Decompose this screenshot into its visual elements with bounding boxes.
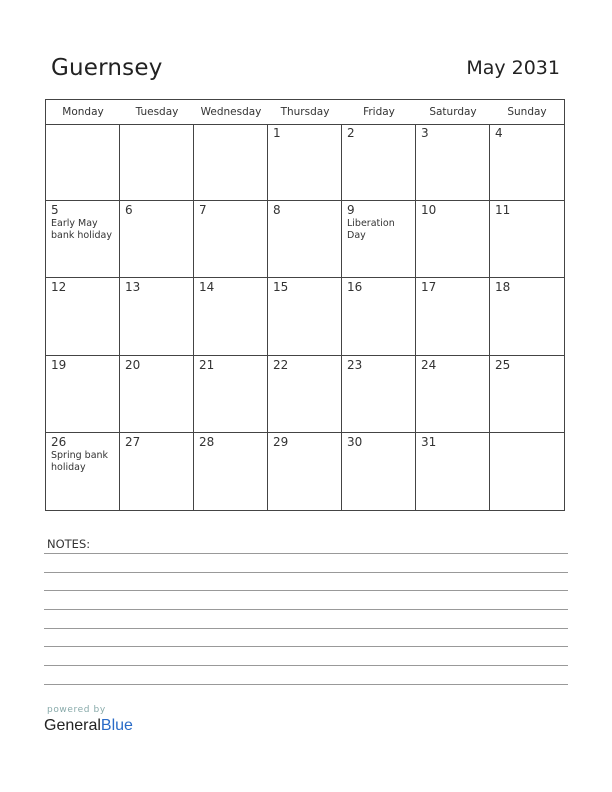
day-number: 12: [51, 280, 67, 295]
day-cell: [268, 433, 342, 510]
day-number: 27: [125, 434, 141, 449]
day-number: 6: [125, 203, 133, 218]
day-number: 23: [347, 357, 363, 372]
day-cell: [416, 124, 490, 201]
day-number: 25: [495, 357, 511, 372]
day-cell: [342, 356, 416, 433]
day-number: 14: [199, 280, 215, 295]
day-number: 10: [421, 203, 437, 218]
day-cell: [120, 201, 194, 278]
notes-line: [44, 590, 568, 591]
generalblue-logo[interactable]: [44, 717, 133, 735]
logo-blue-text: Blue: [100, 717, 133, 734]
day-number: 19: [51, 357, 67, 372]
notes-line: [44, 572, 568, 573]
day-cell: [342, 433, 416, 510]
day-cell: [268, 356, 342, 433]
day-number: 9: [347, 203, 355, 218]
day-cell: [194, 356, 268, 433]
day-cell: [490, 433, 564, 510]
day-cell: [194, 124, 268, 201]
day-number: 24: [421, 357, 437, 372]
day-cell: [46, 433, 120, 510]
weekday-header: Wednesday: [200, 106, 262, 118]
notes-line: [44, 609, 568, 610]
weekday-header: Friday: [363, 106, 395, 118]
day-number: 18: [495, 280, 511, 295]
day-number: 28: [199, 434, 215, 449]
day-cell: [46, 124, 120, 201]
day-number: 30: [347, 434, 363, 449]
day-number: 31: [421, 434, 437, 449]
day-cell: [416, 433, 490, 510]
day-number: 5: [51, 203, 59, 218]
day-number: 22: [273, 357, 289, 372]
day-cell: [46, 278, 120, 355]
day-cell: [268, 201, 342, 278]
day-cell: [416, 278, 490, 355]
day-number: 4: [495, 126, 503, 140]
day-number: 3: [421, 126, 429, 140]
day-cell: [46, 356, 120, 433]
day-cell: [120, 356, 194, 433]
day-cell: [490, 201, 564, 278]
day-cell: [490, 124, 564, 201]
day-cell: [46, 201, 120, 278]
day-number: 20: [125, 357, 141, 372]
day-cell: [490, 278, 564, 355]
weekday-header-row: [46, 100, 564, 125]
weekday-header: Thursday: [280, 106, 330, 118]
day-number: 17: [421, 280, 437, 295]
day-number: 21: [199, 357, 215, 372]
day-cell: [268, 278, 342, 355]
day-number: 8: [273, 203, 281, 218]
day-number: 11: [495, 203, 511, 218]
logo-general-text: General: [44, 717, 101, 734]
day-cell: [416, 201, 490, 278]
holiday-label: Spring bank holiday: [51, 449, 109, 473]
day-number: 7: [199, 203, 207, 218]
day-cell: [120, 278, 194, 355]
notes-line: [44, 553, 568, 554]
day-cell: [194, 278, 268, 355]
day-number: 15: [273, 280, 289, 295]
day-cell: [120, 433, 194, 510]
day-number: 26: [51, 434, 67, 449]
day-number: 13: [125, 280, 141, 295]
calendar-month-title: May 2031: [466, 57, 560, 79]
day-cell: [342, 278, 416, 355]
weekday-header: Tuesday: [135, 106, 179, 118]
day-cell: [268, 124, 342, 201]
day-cells: [46, 124, 564, 510]
weekday-header: Sunday: [507, 106, 547, 118]
day-number: 16: [347, 280, 363, 295]
holiday-label: Liberation Day: [347, 218, 395, 242]
powered-by-text: powered by: [47, 705, 106, 715]
weekday-header: Monday: [62, 106, 104, 118]
notes-line: [44, 646, 568, 647]
day-cell: [194, 201, 268, 278]
notes-line: [44, 665, 568, 666]
notes-line: [44, 684, 568, 685]
day-cell: [490, 356, 564, 433]
day-cell: [342, 124, 416, 201]
day-cell: [416, 356, 490, 433]
day-number: 2: [347, 126, 355, 140]
calendar-grid: [45, 99, 565, 511]
day-cell: [194, 433, 268, 510]
day-number: 1: [273, 126, 281, 140]
calendar-region-title: Guernsey: [51, 55, 163, 81]
day-number: 29: [273, 434, 289, 449]
day-cell: [120, 124, 194, 201]
notes-line: [44, 628, 568, 629]
weekday-header: Saturday: [429, 106, 477, 118]
day-cell: [342, 201, 416, 278]
holiday-label: Early May bank holiday: [51, 218, 112, 242]
notes-label: NOTES:: [47, 537, 91, 551]
